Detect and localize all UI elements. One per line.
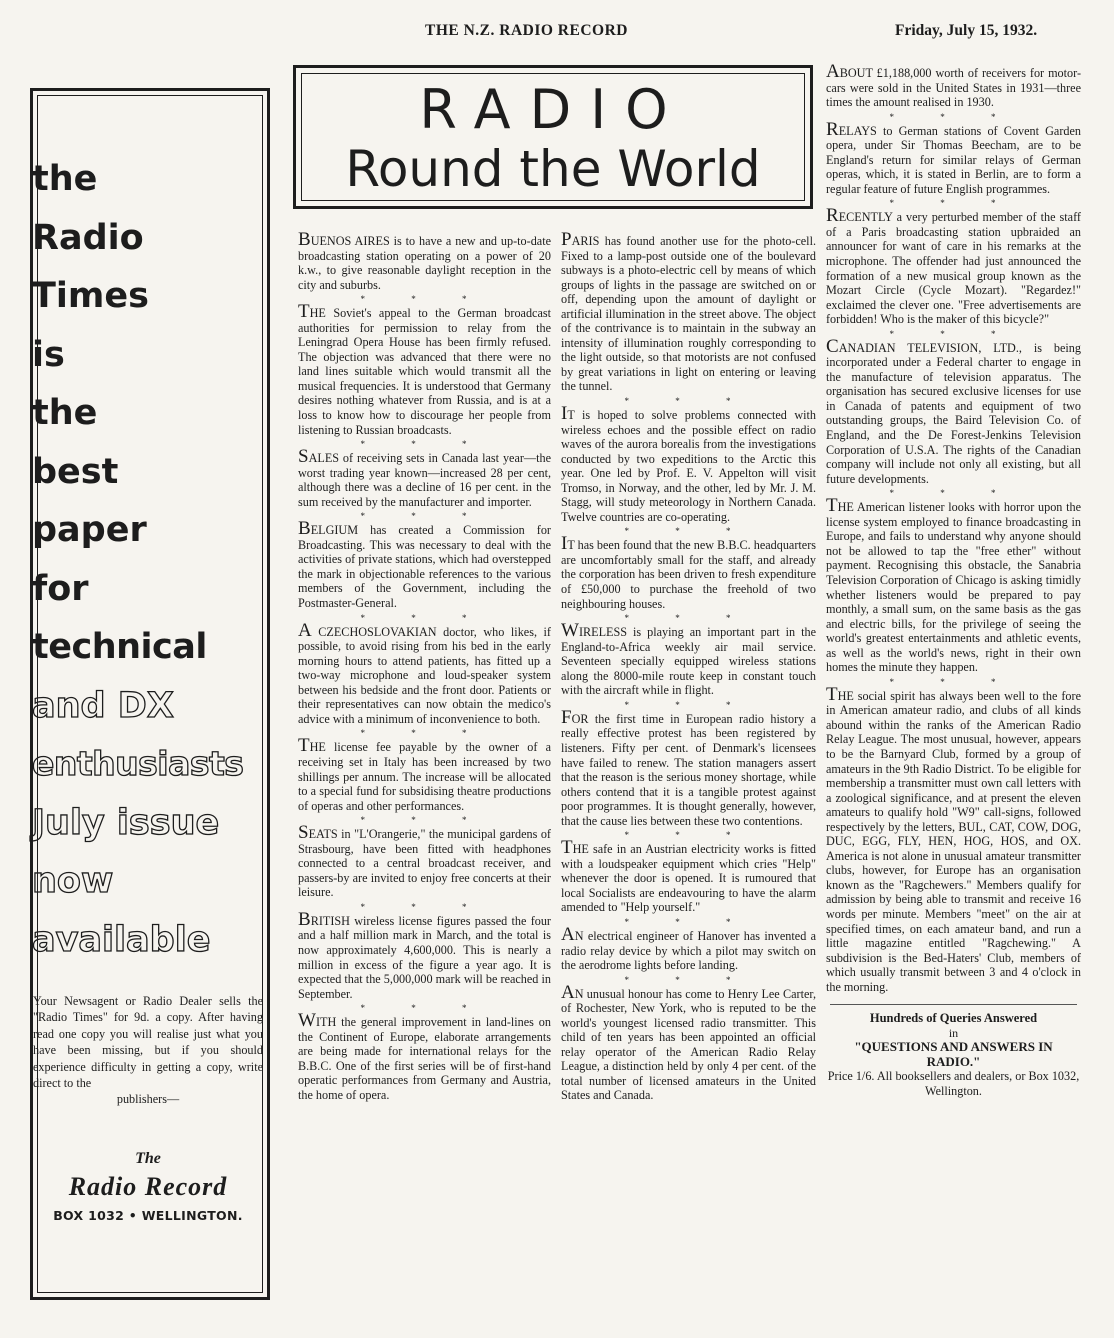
promo-headline: Hundreds of Queries Answered [869, 1011, 1038, 1026]
drop-cap: B [298, 908, 311, 930]
news-item-text: UENOS AIRES is to have a new and up-to-date broadcasting station operating on a power of 20 k.w., to give reasonable daylight reception in the city and suburbs. [298, 234, 551, 292]
story-separator: * * * [624, 830, 753, 841]
news-item [298, 735, 551, 813]
drop-cap: W [561, 620, 579, 642]
advert-word: for [32, 568, 89, 609]
promo-book-title: "QUESTIONS AND ANSWERS IN RADIO." [854, 1039, 1053, 1069]
drop-cap: B [298, 518, 311, 540]
news-item [826, 61, 1081, 110]
news-column-1 [298, 229, 551, 1102]
drop-cap: A [826, 61, 840, 82]
story-separator: * * * [360, 511, 489, 522]
drop-cap: S [298, 446, 309, 468]
advert-word: July issue [32, 802, 220, 843]
drop-cap: A [561, 923, 575, 945]
news-item [561, 533, 816, 611]
advert-word: Radio [32, 217, 144, 258]
news-item-text: HE safe in an Austrian electricity works is fitted with a loudspeaker equipment which cries "Help" whenever the door is opened. It is rumoured that local Socialists are endeavouring to have the alarm amended to "Help yourself." [561, 842, 816, 915]
promo-price: Price 1/6. All booksellers and dealers, or Box 1032, Wellington. [827, 1069, 1080, 1098]
news-item-text: ECENTLY a very perturbed member of the staff of a Paris broadcasting station upbraided an announcer for want of care in his remarks at the microphone. The offender had just announced the formation of a new musical group known as the Mozart Circle (Cycle Mozart). "Regardez!" exclaimed the clever one. "Free advertisements are forbidden! Who is the maker of this bicycle?" [826, 210, 1081, 327]
news-item-text: HE license fee payable by the owner of a receiving set in Italy has been increased by two shillings per annum. The increase will be allocated to a special fund for subsidising theatre productions of operas and other performances. [298, 740, 551, 813]
news-item-text: T is hoped to solve problems connected with wireless echoes and the possible effect on radio waves of the aurora borealis from the investigations conducted by two expeditions to the Arctic this year. One led by Prof. E. V. Appelton will visit Tromso, in Norway, and the other, led by Mr. J. M. Stagg, will study meteorology in Northern Canada. Twelve countries are co-operating. [561, 408, 816, 524]
news-item-text: BOUT £1,188,000 worth of receivers for motor-cars were sold in the United States in 1931—three times the amount realised in 1930. [826, 66, 1081, 110]
advert-word: and DX [32, 685, 174, 726]
news-item-text: ANADIAN TELEVISION, LTD., is being incorporated under a Federal charter to engage in the manufacture of television apparatus. The organisation has secured exclusive licenses for use in Canada of patents and equipment of two outstanding groups, the Baird Television Co. of England, and the De Forest-Jenkins Television Corporation of U.S.A. The rights of the Canadian company will include not only all existing, but all future developments. [826, 340, 1081, 486]
advert-body [33, 993, 263, 1108]
news-column-2 [561, 229, 816, 1103]
news-item-text: N unusual honour has come to Henry Lee Carter, of Rochester, New York, who is reputed to be the world's youngest licensed radio transmitter. This child of ten years has been appointed an official relay operator of the American Radio Relay League, a distinction held by only 4 per cent. of the total number of licensed amateurs in the United States and Canada. [561, 986, 816, 1103]
advert-body-text: Your Newsagent or Radio Dealer sells the "Radio Times" for 9d. a copy. After having read one copy you will realise just what you have been missing, but if you should experience difficulty in getting a copy, write direct to the [33, 994, 263, 1091]
drop-cap: R [826, 205, 839, 227]
advert-word: enthusiasts [32, 744, 244, 783]
promo-divider [830, 1004, 1077, 1005]
news-item-text: ITH the general improvement in land-lines on the Continent of Europe, elaborate arrangements are being made for international relays for the B.B.C. One of the first series will be of first-hand operatic performances from Germany and Austria, the home of opera. [298, 1015, 551, 1102]
news-item [826, 683, 1081, 994]
story-separator: * * * [360, 439, 489, 450]
drop-cap: T [298, 735, 310, 757]
news-column-3 [826, 61, 1081, 1099]
news-item [561, 923, 816, 973]
story-separator: * * * [624, 396, 753, 407]
drop-cap: W [298, 1010, 316, 1032]
news-item [561, 229, 816, 394]
drop-cap: T [298, 301, 310, 323]
news-item-text: OR the first time in European radio history a really effective protest has been registered by listeners. Fifty per cent. of Denmark's licensees have failed to renew. The station managers assert that the reason is the serious money shortage, while others contend that it is a tangible protest against poor programmes. It is thought generally, however, that the cause lies between these two contentions. [561, 711, 816, 828]
news-item [298, 446, 551, 509]
news-item-text: HE Soviet's appeal to the German broadcast authorities for permission to relay from the Leningrad Opera House has been firmly refused. The objection was advanced that there were no land lines suitable which would transmit all the musical frequencies. It is understood that Germany desires nothing whatever from Russia, and is at a loss to know how to discourage her people from listening to Russian broadcasts. [298, 306, 551, 437]
story-separator: * * * [624, 974, 753, 985]
news-item [826, 118, 1081, 197]
advert-word: the [32, 159, 98, 199]
drop-cap: T [561, 837, 573, 859]
advert-body-end: publishers— [116, 1092, 180, 1107]
story-separator: * * * [889, 111, 1018, 122]
drop-cap: F [561, 706, 572, 728]
news-item-text: HE American listener looks with horror upon the license system employed to finance broadcasting in Europe, and fails to understand why anyone should not be allowed to tap the "free ether" without payment. Recognising this obstacle, the Sanabria Television Corporation of Chicago is asking timidly whether listeners would be prepared to pay monthly, a small sum, on the same basis as the gas and electric bills, for the privilege of seeing the world's greatest entertainments and athletic events, as well as the world's news, right in their own homes the minute they happen. [826, 500, 1081, 675]
advert-word: paper [32, 510, 147, 550]
advert-word: is [32, 334, 65, 375]
story-separator: * * * [360, 901, 489, 912]
drop-cap: R [826, 118, 839, 140]
publication-name: THE N.Z. RADIO RECORD [425, 22, 628, 39]
news-item-text: T has been found that the new B.B.C. headquarters are uncomfortably small for the staff, and already the corporation has been driven to fresh expenditure of £50,000 to purchase the freehold of two neighbouring houses. [561, 538, 816, 611]
advert-word: available [32, 919, 211, 960]
story-separator: * * * [360, 815, 489, 826]
news-item [561, 620, 816, 698]
publisher-address: BOX 1032 • WELLINGTON. [53, 1208, 243, 1223]
publisher-logo-name: Radio Record [68, 1172, 228, 1201]
drop-cap: I [561, 533, 568, 555]
news-item [561, 403, 816, 524]
news-item [298, 619, 551, 727]
drop-cap: I [561, 403, 568, 425]
news-item [561, 706, 816, 828]
story-separator: * * * [360, 728, 489, 739]
news-item [561, 981, 816, 1103]
story-separator: * * * [360, 294, 489, 305]
story-separator: * * * [889, 488, 1018, 499]
news-item [826, 205, 1081, 327]
drop-cap: B [298, 229, 311, 250]
news-item-text: ARIS has found another use for the photo-cell. Fixed to a lamp-post outside one of the boulevard subways is a photo-electric cell by means of which groups of lights in the passage are switched on or off, depending upon the amount of daylight or artificial illumination in the street above. The object of the contrivance is to maintain in the subway an intensity of illumination roughly corresponding to the light outside, so that motorists are not confused by great variations in light on entering or leaving the tunnel. [561, 234, 816, 394]
drop-cap: A [561, 981, 575, 1003]
story-separator: * * * [889, 198, 1018, 209]
news-item [298, 908, 551, 1001]
drop-cap: C [826, 335, 839, 357]
news-item-text: N electrical engineer of Hanover has invented a radio relay device by which a pilot may switch on the aerodrome lights before landing. [561, 928, 816, 973]
story-separator: * * * [360, 1003, 489, 1014]
feature-title: RADIO [419, 78, 687, 141]
story-separator: * * * [624, 613, 753, 624]
advert-word: best [32, 451, 119, 492]
promo-in: in [948, 1025, 959, 1040]
news-item [826, 495, 1081, 675]
news-item [826, 335, 1081, 486]
news-item-text: RITISH wireless license figures passed the four and a half million mark in March, and the total is now approximately 4,600,000. This is nearly a million in excess of the figure a year ago. It is expected that the 5,000,000 mark will be reached in September. [298, 913, 551, 1001]
story-separator: * * * [624, 699, 753, 710]
drop-cap: A [298, 619, 312, 641]
news-item [298, 229, 551, 292]
news-item [298, 1010, 551, 1102]
drop-cap: T [826, 683, 838, 705]
news-item [298, 301, 551, 437]
news-item [298, 518, 551, 611]
advert-word: the [32, 393, 98, 433]
story-separator: * * * [624, 526, 753, 537]
feature-subtitle: Round the World [345, 140, 761, 198]
publisher-logo-the: The [135, 1150, 161, 1167]
news-item-text: CZECHOSLOVAKIAN doctor, who likes, if possible, to avoid rising from his bed in the early morning hours to attend patients, has fitted up a two-way microphone and loud-speaker system between his bedside and the front door. Patients or their representatives can now obtain the medico's advice with a minimum of inconvenience to both. [298, 624, 551, 726]
advert-word: Times [32, 276, 149, 316]
drop-cap: P [561, 229, 572, 250]
news-item-text: IRELESS is playing an important part in the England-to-Africa weekly air mail service. Seventeen specially equipped wireless stations along the 8000-mile route keep in constant touch with the aircraft while in flight. [561, 625, 816, 698]
news-item-text: ELGIUM has created a Commission for Broadcasting. This was necessary to deal with the activities of private stations, which had overstepped the mark in objectionable references to the various members of the Government, including the Postmaster-General. [298, 523, 551, 611]
issue-date: Friday, July 15, 1932. [895, 22, 1038, 39]
news-item-text: HE social spirit has always been well to the fore in American amateur radio, and clubs of all kinds abound within the ranks of the American Radio Relay League. The most unusual, however, appears to be the Barnyard Club, formed by a group of amateurs in the 9th Radio District. To be eligible for membership a transmitter must own call letters with a zoological significance, and at present the eleven amateurs to qualify hold "W9" call-signs, followed respectively by the letters, BUL, CAT, COW, DOG, DUC, EGG, FLY, HEN, HOG, HOS, and OX. America is not alone in unusual amateur transmitter clubs, however, for Europe has an organisation known as the "Ragchewers." Members qualify for admission by being able to transmit and receive 16 words per minute. Members "meet" on the air at specified times, on each amateur band, and run a little magazine entitled "Ragchewing." A subdivision is the Bed-Haters' Club, members of which usually transmit between 3 and 4 o'clock in the morning. [826, 688, 1081, 994]
story-separator: * * * [360, 612, 489, 623]
news-item [298, 822, 551, 900]
news-item-text: ELAYS to German stations of Covent Garden opera, under Sir Thomas Beecham, are to be England's return for similar relays of German operas, which, it is stated in Berlin, are to form a regular feature of future English programmes. [826, 123, 1081, 196]
advert-word: technical [32, 627, 207, 667]
drop-cap: T [826, 495, 838, 517]
story-separator: * * * [889, 328, 1018, 339]
feature-title-box [293, 65, 813, 209]
advert-word: now [32, 861, 114, 901]
drop-cap: S [298, 822, 309, 844]
story-separator: * * * [624, 916, 753, 927]
story-separator: * * * [889, 676, 1018, 687]
news-item-text: ALES of receiving sets in Canada last year—the worst trading year known—increased 28 per cent, although there was a decline of 16 per cent. in the sum received by the manufacturer and importer. [298, 451, 551, 509]
news-item-text: EATS in "L'Orangerie," the municipal gardens of Strasbourg, have been fitted with headphones connected to a central broadcast receiver, and passers-by are invited to enjoy free concerts at their leisure. [298, 827, 551, 900]
advert-headline [32, 150, 242, 969]
news-item [561, 837, 816, 915]
